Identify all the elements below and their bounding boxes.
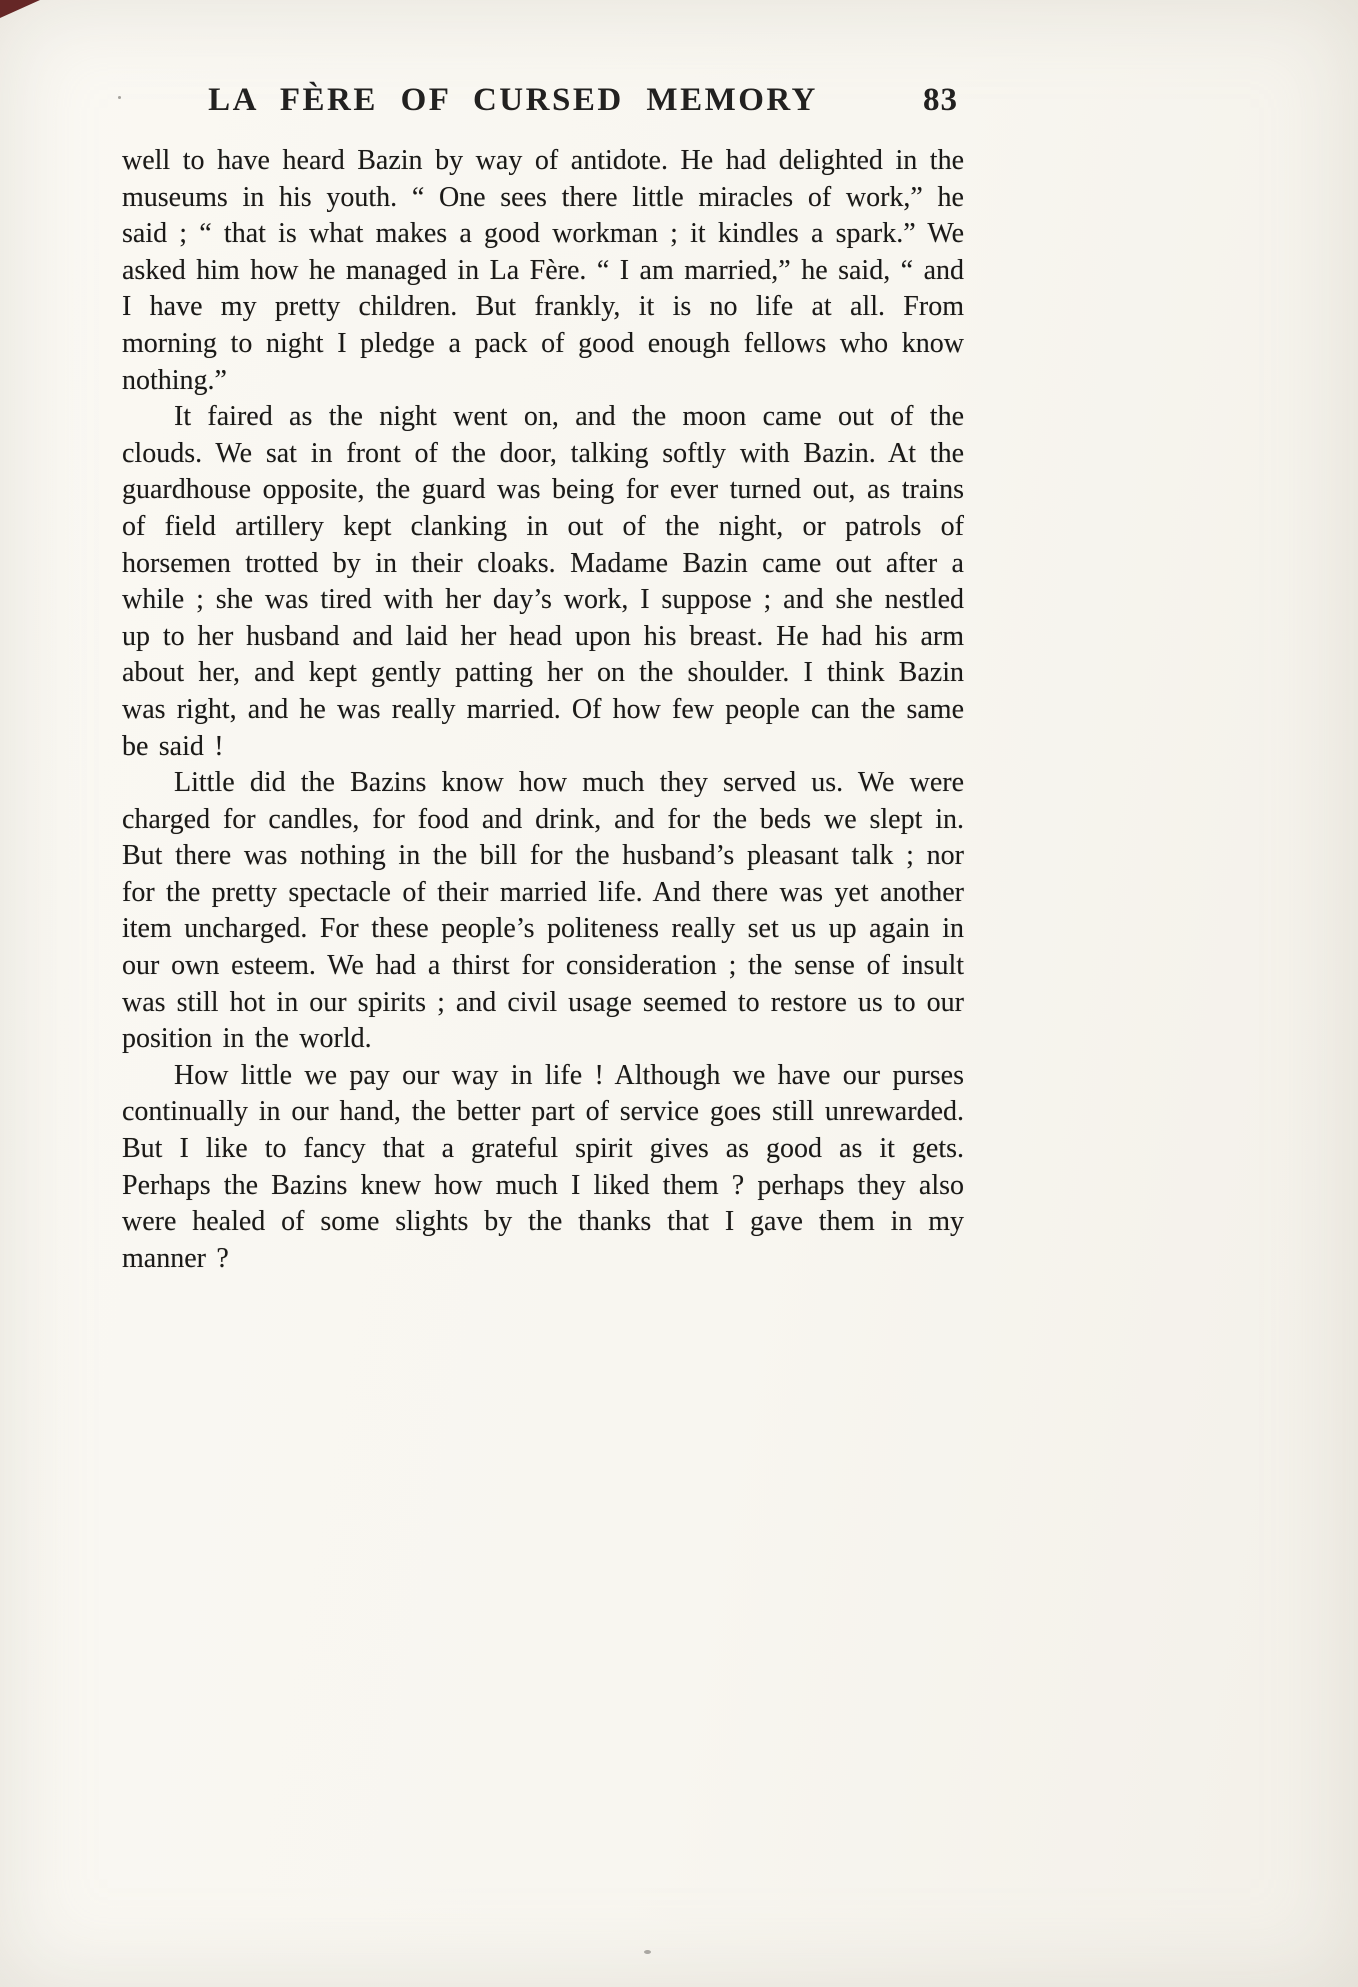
scan-corner-artifact [0, 0, 40, 18]
paragraph: It faired as the night went on, and the moon came out of the clouds. We sat in front of the door, talking softly with Bazin. At the guardhouse opposite, the guard was being for ever turned out, as trains of field artillery kept clanking in out of the night, or patrols of horsemen trotted by in their cloaks. Madame Bazin came out after a while ; she was tired with her day’s work, I suppose ; and she nestled up to her husband and laid her head upon his breast. He had his arm about her, and kept gently patting her on the shoulder. I think Bazin was right, and he was really married. Of how few people can the same be said ! [122, 401, 964, 762]
scan-speck [644, 1950, 651, 1954]
body-text [122, 143, 964, 1277]
paragraph: Little did the Bazins know how much they served us. We were charged for candles, for food and drink, and for the beds we slept in. But there was nothing in the bill for the husband’s pleasant talk ; nor for the pretty spectacle of their married life. And there was yet another item uncharged. For these people’s politeness really set us up again in our own esteem. We had a thirst for consideration ; the sense of insult was still hot in our spirits ; and civil usage seemed to restore us to our position in the world. [122, 767, 964, 1055]
paragraph: well to have heard Bazin by way of antidote. He had delighted in the museums in his youth. “ One sees there little miracles of work,” he said ; “ that is what makes a good workman ; it kindles a spark.” We asked him how he managed in La Fère. “ I am married,” he said, “ and I have my pretty children. But frankly, it is no life at all. From morning to night I pledge a pack of good enough fellows who know nothing.” [122, 145, 964, 396]
page-content [122, 82, 964, 1277]
scan-speck [118, 96, 121, 99]
page-number: 83 [923, 82, 958, 118]
chapter-title: LA FÈRE OF CURSED MEMORY [208, 82, 818, 118]
paragraph: How little we pay our way in life ! Although we have our purses continually in our hand, the better part of service goes still unrewarded. But I like to fancy that a grateful spirit gives as good as it gets. Perhaps the Bazins knew how much I liked them ? perhaps they also were healed of some slights by the thanks that I gave them in my manner ? [122, 1059, 964, 1274]
running-header [122, 82, 964, 119]
